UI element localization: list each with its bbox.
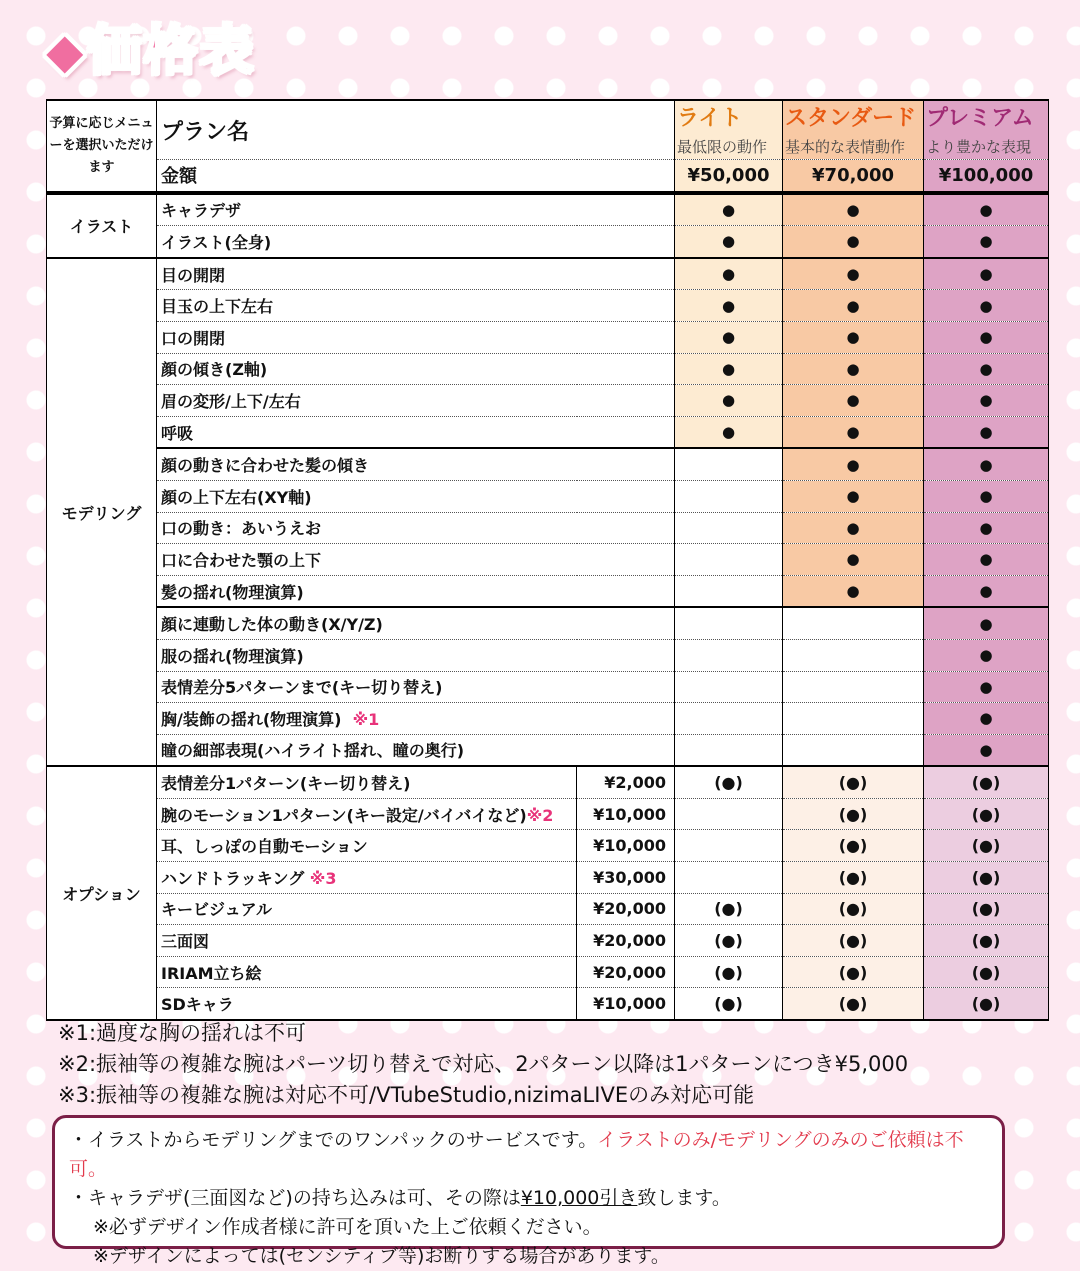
- plan-premium-name: プレミアム: [926, 106, 1034, 131]
- table-row: [47, 353, 1049, 385]
- dot-lite: ●: [675, 194, 783, 226]
- empty-lite: [675, 575, 783, 607]
- item-label-with-note: [157, 703, 675, 735]
- dot-lite: ●: [675, 353, 783, 385]
- empty-standard: [783, 607, 924, 639]
- table-row: [47, 512, 1049, 544]
- option-name: ハンドトラッキング: [161, 868, 305, 888]
- plan-standard-desc: 基本的な表情動作: [785, 138, 906, 156]
- info-text: ・キャラデザ(三面図など)の持ち込みは可、その際は: [69, 1187, 521, 1209]
- info-line-1: [69, 1126, 988, 1184]
- empty-lite: [675, 830, 783, 862]
- table-row: [47, 480, 1049, 512]
- opt-dot-lite: (●): [675, 988, 783, 1020]
- option-name: 三面図: [157, 925, 577, 957]
- table-row: [47, 544, 1049, 576]
- dot-premium: ●: [924, 353, 1049, 385]
- opt-dot-lite: (●): [675, 766, 783, 798]
- dot-standard: ●: [783, 448, 924, 480]
- dot-premium: ●: [924, 258, 1049, 290]
- opt-dot-premium: (●): [924, 830, 1049, 862]
- category-option: オプション: [47, 766, 157, 1020]
- option-name-with-note: [157, 798, 577, 830]
- table-row: [47, 226, 1049, 258]
- option-price: ¥10,000: [577, 988, 675, 1020]
- info-warning: イラストのみ/モデリングのみのご依頼は不可。: [69, 1129, 964, 1180]
- dot-standard: ●: [783, 226, 924, 258]
- plan-standard-header: [783, 100, 924, 160]
- item-label: 顔の上下左右(XY軸): [157, 480, 675, 512]
- opt-dot-premium: (●): [924, 988, 1049, 1020]
- empty-standard: [783, 703, 924, 735]
- header-note: 予算に応じメニューを選択いただけます: [49, 115, 154, 175]
- dot-lite: ●: [675, 385, 783, 417]
- price-standard: ¥70,000: [783, 160, 924, 192]
- note-mark-2: ※2: [526, 805, 554, 825]
- opt-dot-lite: (●): [675, 956, 783, 988]
- dot-premium: ●: [924, 512, 1049, 544]
- dot-premium: ●: [924, 575, 1049, 607]
- table-row: [47, 607, 1049, 639]
- option-name-with-note: [157, 862, 577, 894]
- empty-lite: [675, 734, 783, 766]
- table-row: [47, 448, 1049, 480]
- info-line-2: [69, 1184, 988, 1213]
- option-price: ¥10,000: [577, 798, 675, 830]
- item-label: 呼吸: [157, 416, 675, 448]
- item-label: 目の開閉: [157, 258, 675, 290]
- price-lite: ¥50,000: [675, 160, 783, 192]
- note-mark-1: ※1: [352, 709, 380, 729]
- info-line-4: ※デザインによっては(センシティブ等)お断りする場合があります。: [93, 1245, 670, 1267]
- opt-dot-lite: (●): [675, 925, 783, 957]
- page-title: ◆価格表: [44, 19, 256, 82]
- dot-standard: ●: [783, 480, 924, 512]
- option-name: IRIAM立ち絵: [157, 956, 577, 988]
- option-price: ¥10,000: [577, 830, 675, 862]
- empty-lite: [675, 607, 783, 639]
- option-name: キービジュアル: [157, 893, 577, 925]
- table-row: [47, 798, 1049, 830]
- opt-dot-standard: (●): [783, 766, 924, 798]
- footnotes: [58, 1018, 908, 1111]
- table-row: [47, 893, 1049, 925]
- dot-premium: ●: [924, 671, 1049, 703]
- table-row: [47, 956, 1049, 988]
- item-label: 瞳の細部表現(ハイライト揺れ、瞳の奥行): [157, 734, 675, 766]
- dot-standard: ●: [783, 290, 924, 322]
- empty-lite: [675, 671, 783, 703]
- dot-premium: ●: [924, 321, 1049, 353]
- plan-label: プラン名: [157, 100, 675, 160]
- item-label: 目玉の上下左右: [157, 290, 675, 322]
- dot-premium: ●: [924, 448, 1049, 480]
- table-row: [47, 290, 1049, 322]
- dot-standard: ●: [783, 416, 924, 448]
- header-note-cell: [47, 100, 157, 192]
- dot-premium: ●: [924, 226, 1049, 258]
- empty-lite: [675, 448, 783, 480]
- item-label: 眉の変形/上下/左右: [157, 385, 675, 417]
- dot-standard: ●: [783, 321, 924, 353]
- table-row: [47, 194, 1049, 226]
- price-premium: ¥100,000: [924, 160, 1049, 192]
- dot-lite: ●: [675, 416, 783, 448]
- dot-standard: ●: [783, 353, 924, 385]
- item-label: 口の開閉: [157, 321, 675, 353]
- dot-premium: ●: [924, 639, 1049, 671]
- info-line-3: ※必ずデザイン作成者様に許可を頂いた上ご依頼ください。: [93, 1216, 602, 1238]
- table-row: [47, 734, 1049, 766]
- table-row: [47, 258, 1049, 290]
- opt-dot-premium: (●): [924, 798, 1049, 830]
- dot-lite: ●: [675, 258, 783, 290]
- table-row: [47, 862, 1049, 894]
- empty-lite: [675, 862, 783, 894]
- option-name: 腕のモーション1パターン(キー設定/バイバイなど): [161, 805, 527, 825]
- option-price: ¥20,000: [577, 893, 675, 925]
- footnote-2: ※2:振袖等の複雑な腕はパーツ切り替えで対応、2パターン以降は1パターンにつき¥5,000: [58, 1052, 909, 1076]
- dot-premium: ●: [924, 734, 1049, 766]
- item-label: 胸/装飾の揺れ(物理演算): [161, 709, 342, 729]
- option-name: 表情差分1パターン(キー切り替え): [157, 766, 577, 798]
- empty-lite: [675, 544, 783, 576]
- table-row: [47, 703, 1049, 735]
- plan-lite-header: [675, 100, 783, 160]
- footnote-3: ※3:振袖等の複雑な腕は対応不可/VTubeStudio,nizimaLIVEのみ対応可能: [58, 1083, 755, 1107]
- dot-premium: ●: [924, 194, 1049, 226]
- table-row: [47, 575, 1049, 607]
- category-modeling: モデリング: [47, 258, 157, 767]
- opt-dot-standard: (●): [783, 956, 924, 988]
- empty-lite: [675, 639, 783, 671]
- table-row: [47, 925, 1049, 957]
- opt-dot-premium: (●): [924, 766, 1049, 798]
- amount-row: [47, 160, 1049, 192]
- opt-dot-standard: (●): [783, 988, 924, 1020]
- dot-standard: ●: [783, 575, 924, 607]
- dot-standard: ●: [783, 258, 924, 290]
- dot-lite: ●: [675, 290, 783, 322]
- table-row: [47, 416, 1049, 448]
- opt-dot-lite: (●): [675, 893, 783, 925]
- dot-lite: ●: [675, 321, 783, 353]
- item-label: 表情差分5パターンまで(キー切り替え): [157, 671, 675, 703]
- footnote-1: ※1:過度な胸の揺れは不可: [58, 1021, 307, 1045]
- plan-premium-header: [924, 100, 1049, 160]
- item-label: 顔の傾き(Z軸): [157, 353, 675, 385]
- opt-dot-premium: (●): [924, 893, 1049, 925]
- info-discount: ¥10,000引き: [520, 1187, 638, 1209]
- dot-premium: ●: [924, 416, 1049, 448]
- info-box: [52, 1115, 1005, 1267]
- item-label: 髪の揺れ(物理演算): [157, 575, 675, 607]
- item-label: 口に合わせた顎の上下: [157, 544, 675, 576]
- info-text: ・イラストからモデリングまでのワンパックのサービスです。: [69, 1129, 598, 1151]
- item-label: 顔に連動した体の動き(X/Y/Z): [157, 607, 675, 639]
- option-name: 耳、しっぽの自動モーション: [157, 830, 577, 862]
- option-price: ¥20,000: [577, 925, 675, 957]
- table-row: [47, 988, 1049, 1020]
- table-header-row: [47, 100, 1049, 160]
- note-mark-3: ※3: [309, 868, 337, 888]
- item-label: キャラデザ: [157, 194, 675, 226]
- dot-standard: ●: [783, 544, 924, 576]
- dot-premium: ●: [924, 703, 1049, 735]
- dot-standard: ●: [783, 194, 924, 226]
- info-text: 致します。: [637, 1187, 731, 1209]
- item-label: 服の揺れ(物理演算): [157, 639, 675, 671]
- opt-dot-standard: (●): [783, 893, 924, 925]
- dot-standard: ●: [783, 385, 924, 417]
- empty-standard: [783, 671, 924, 703]
- option-price: ¥20,000: [577, 956, 675, 988]
- opt-dot-standard: (●): [783, 862, 924, 894]
- opt-dot-premium: (●): [924, 956, 1049, 988]
- opt-dot-premium: (●): [924, 862, 1049, 894]
- category-illust: イラスト: [47, 194, 157, 258]
- table-row: [47, 830, 1049, 862]
- table-row: [47, 671, 1049, 703]
- empty-lite: [675, 512, 783, 544]
- plan-premium-desc: より豊かな表現: [926, 138, 1032, 156]
- table-row: [47, 321, 1049, 353]
- table-row: [47, 766, 1049, 798]
- option-name: SDキャラ: [157, 988, 577, 1020]
- table-row: [47, 639, 1049, 671]
- option-price: ¥30,000: [577, 862, 675, 894]
- plan-standard-name: スタンダード: [785, 106, 917, 131]
- item-label: 口の動き：あいうえお: [157, 512, 675, 544]
- amount-label: 金額: [157, 160, 675, 192]
- table-row: [47, 385, 1049, 417]
- empty-standard: [783, 639, 924, 671]
- opt-dot-standard: (●): [783, 925, 924, 957]
- opt-dot-standard: (●): [783, 798, 924, 830]
- item-label: 顔の動きに合わせた髪の傾き: [157, 448, 675, 480]
- plan-lite-name: ライト: [677, 106, 743, 131]
- item-label: イラスト(全身): [157, 226, 675, 258]
- price-table: [46, 99, 1049, 1021]
- plan-lite-desc: 最低限の動作: [677, 138, 768, 156]
- dot-lite: ●: [675, 226, 783, 258]
- dot-premium: ●: [924, 607, 1049, 639]
- empty-standard: [783, 734, 924, 766]
- empty-lite: [675, 480, 783, 512]
- dot-premium: ●: [924, 544, 1049, 576]
- opt-dot-premium: (●): [924, 925, 1049, 957]
- dot-premium: ●: [924, 480, 1049, 512]
- dot-premium: ●: [924, 290, 1049, 322]
- dot-premium: ●: [924, 385, 1049, 417]
- dot-standard: ●: [783, 512, 924, 544]
- empty-lite: [675, 703, 783, 735]
- empty-lite: [675, 798, 783, 830]
- opt-dot-standard: (●): [783, 830, 924, 862]
- option-price: ¥2,000: [577, 766, 675, 798]
